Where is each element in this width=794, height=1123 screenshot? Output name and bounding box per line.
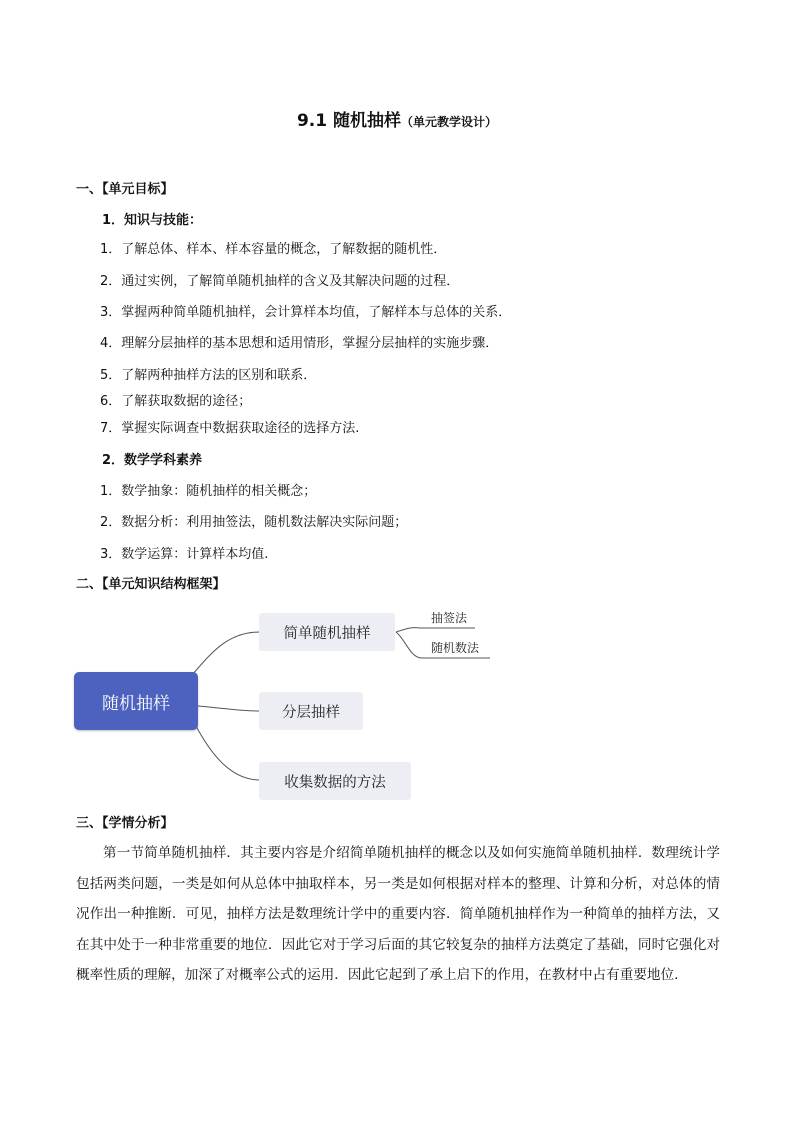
list-item: 5．了解两种抽样方法的区别和联系． <box>100 368 317 383</box>
title-main: 9.1 随机抽样 <box>296 111 402 131</box>
mindmap-leaf-lottery: 抽签法 <box>431 611 468 625</box>
mindmap-node-stratified: 分层抽样 <box>259 692 363 730</box>
title-subtitle: （单元教学设计） <box>401 115 498 129</box>
connector-root-to-simple <box>192 632 260 675</box>
list-item: 3．掌握两种简单随机抽样，会计算样本均值，了解样本与总体的关系． <box>100 305 512 320</box>
list-item: 7．掌握实际调查中数据获取途径的选择方法. <box>100 421 360 436</box>
list-item: 6．了解获取数据的途径； <box>100 394 252 409</box>
mindmap-node-data-collection: 收集数据的方法 <box>259 762 411 800</box>
section-2-heading: 二、【单元知识结构框架】 <box>76 577 226 592</box>
analysis-paragraph: 第一节简单随机抽样．其主要内容是介绍简单随机抽样的概念以及如何实施简单随机抽样．数理统计学包括两类问题，一类是如何从总体中抽取样本，另一类是如何根据对样本的整理、计算和分析，对总体的情况作出一种推断．可见，抽样方法是数理统计学中的重要内容．简单随机抽样作为一种简单的抽样方法，又在其中处于一种非常重要的地位．因此它对于学习后面的其它较复杂的抽样方法奠定了基础，同时它强化对概率性质的理解，加深了对概率公式的运用．因此它起到了承上启下的作用，在教材中占有重要地位. <box>76 845 720 983</box>
math-literacy-heading: 2．数学学科素养 <box>102 453 203 468</box>
mindmap-node-simple-random: 简单随机抽样 <box>259 613 395 651</box>
connector-root-to-methods <box>196 726 260 780</box>
list-item: 1．了解总体、样本、样本容量的概念，了解数据的随机性． <box>100 242 447 257</box>
connector-simple-to-lottery <box>396 628 475 632</box>
mindmap-root-node: 随机抽样 <box>74 672 198 730</box>
connector-root-to-stratified <box>198 706 260 711</box>
list-item: 4．理解分层抽样的基本思想和适用情形，掌握分层抽样的实施步骤． <box>100 336 499 351</box>
section-3-heading: 三、【学情分析】 <box>76 816 174 831</box>
list-item: 1．数学抽象：随机抽样的相关概念； <box>100 484 317 499</box>
list-item: 2．通过实例，了解简单随机抽样的含义及其解决问题的过程． <box>100 274 460 289</box>
list-item: 3．数学运算：计算样本均值. <box>100 547 269 562</box>
section-1-heading: 一、【单元目标】 <box>76 182 174 197</box>
list-item: 2．数据分析：利用抽签法，随机数法解决实际问题； <box>100 515 408 530</box>
mindmap-leaf-random-number: 随机数法 <box>431 641 480 655</box>
knowledge-skills-heading: 1．知识与技能： <box>102 213 203 228</box>
